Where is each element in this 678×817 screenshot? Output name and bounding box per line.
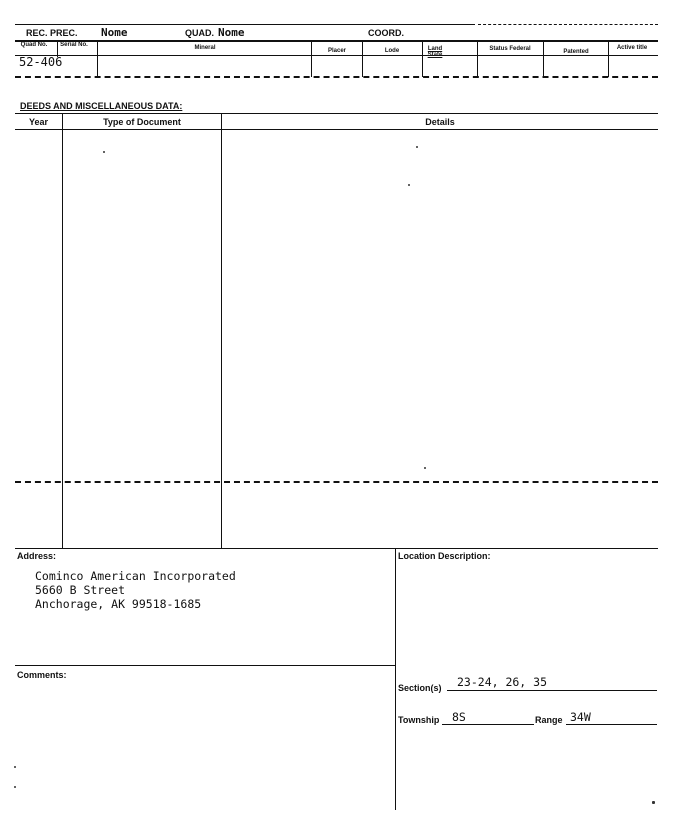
col-mineral: Mineral: [194, 45, 216, 51]
record-row-dashed-rule: [15, 76, 658, 78]
col-land-state: Land State: [427, 46, 443, 58]
comments-label: Comments:: [17, 670, 67, 680]
col-status-federal: Status Federal: [489, 46, 531, 52]
township-underline: [442, 724, 534, 725]
top-rule-dashed: [478, 24, 658, 25]
scan-dot: [652, 801, 655, 804]
address-label: Address:: [17, 551, 57, 561]
address-line-2: 5660 B Street: [35, 583, 126, 597]
colhead-rule: [15, 55, 658, 56]
range-underline: [566, 724, 657, 725]
coord-label: COORD.: [368, 28, 404, 38]
lower-vsep: [395, 548, 396, 810]
quad-label: QUAD.: [185, 28, 214, 38]
col-serial-no: Serial No.: [60, 42, 88, 48]
scan-dot: [14, 786, 16, 788]
range-value: 34W: [570, 710, 591, 724]
deeds-header-rule: [15, 129, 658, 130]
range-label: Range: [535, 715, 563, 725]
section-value: 23-24, 26, 35: [457, 675, 548, 689]
top-rule: [15, 24, 475, 25]
quad-value: Nome: [218, 26, 245, 39]
deeds-col-type: Type of Document: [103, 117, 181, 127]
deeds-col-details: Details: [425, 117, 455, 127]
col-lode: Lode: [384, 48, 400, 54]
vsep-3: [311, 40, 312, 77]
vsep-6: [477, 40, 478, 77]
scan-dot: [424, 467, 426, 469]
rec-prec-label: REC. PREC.: [26, 28, 78, 38]
township-value: 8S: [452, 710, 466, 724]
address-line-1: Cominco American Incorporated: [35, 569, 236, 583]
deeds-top-rule: [15, 113, 658, 114]
quad-no-value: 52-406: [19, 55, 63, 69]
section-underline: [447, 690, 657, 691]
section-label: Section(s): [398, 683, 442, 693]
deeds-bottom-rule: [15, 548, 658, 549]
col-placer: Placer: [327, 48, 346, 54]
col-patented: Patented: [563, 49, 589, 55]
location-description-label: Location Description:: [398, 551, 491, 561]
col-quad-no: Quad No.: [20, 42, 48, 48]
address-line-3: Anchorage, AK 99518-1685: [35, 597, 202, 611]
scan-dot: [103, 151, 105, 153]
comments-rule: [15, 665, 395, 666]
header-rule: [15, 40, 658, 42]
rec-prec-value: Nome: [101, 26, 128, 39]
vsep-2: [97, 40, 98, 77]
deeds-col-year: Year: [28, 117, 49, 127]
deeds-dashed-rule: [15, 481, 658, 483]
vsep-4: [362, 40, 363, 77]
scan-dot: [416, 146, 418, 148]
deeds-section-title: DEEDS AND MISCELLANEOUS DATA:: [20, 101, 183, 111]
township-label: Township: [398, 715, 440, 725]
vsep-5: [422, 40, 423, 77]
scan-dot: [14, 766, 16, 768]
scan-dot: [408, 184, 410, 186]
vsep-8: [608, 40, 609, 77]
col-active-title: Active title: [616, 45, 648, 51]
vsep-7: [543, 40, 544, 77]
